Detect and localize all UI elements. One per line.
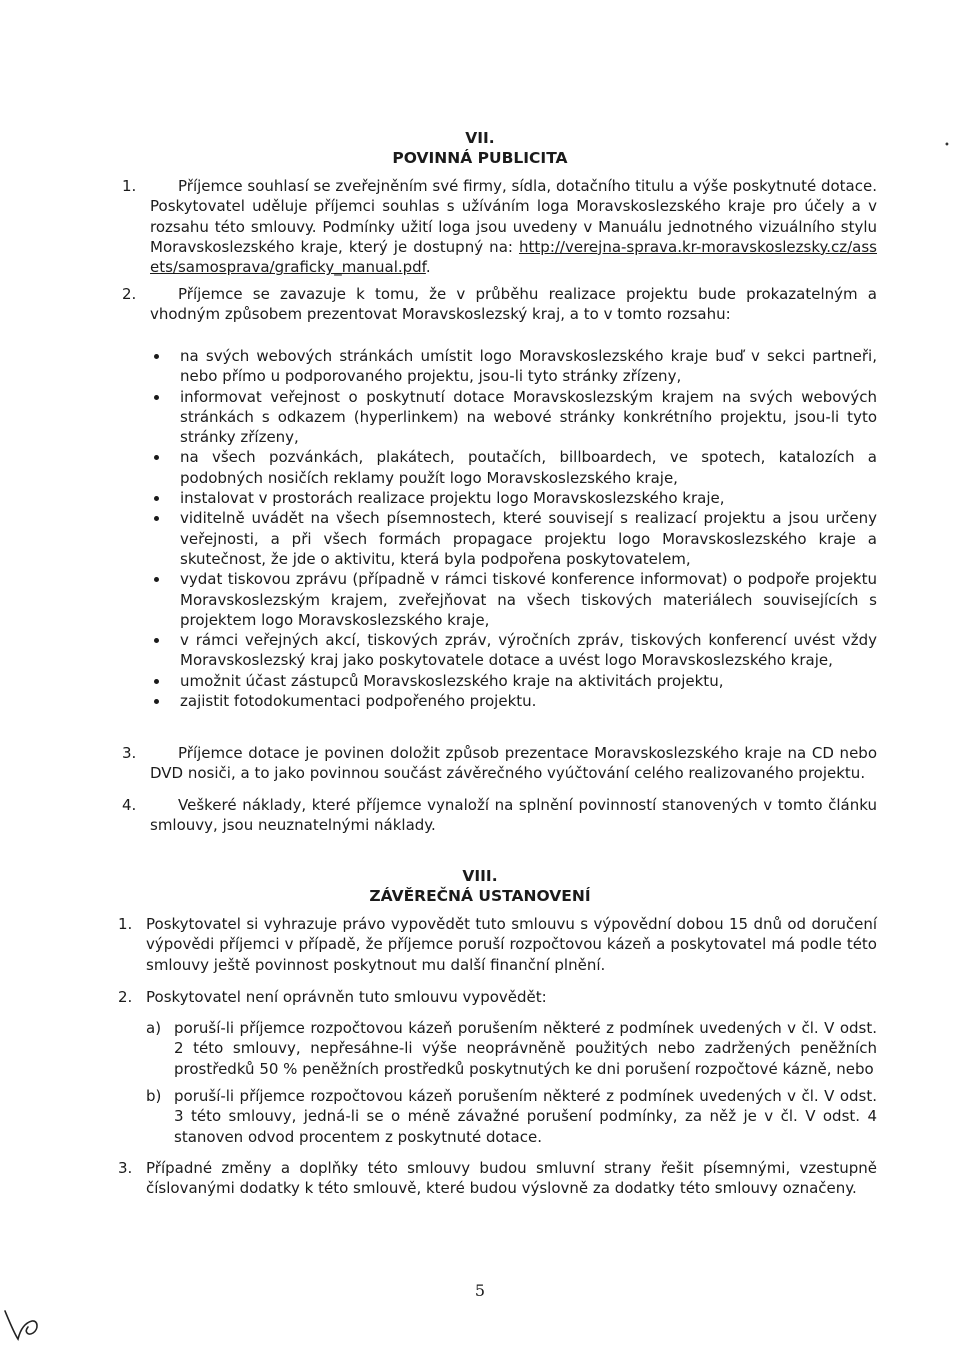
vii-item-1-text bbox=[150, 176, 877, 277]
vii-item-4-text bbox=[150, 795, 877, 836]
graphic-manual-link[interactable]: http://verejna-sprava.kr-moravskoslezsky.cz/assets/samosprava/graficky_manual.pdf bbox=[150, 237, 877, 277]
vii-item-2-number: 2. bbox=[122, 285, 137, 303]
vii-item-4-body: Veškeré náklady, které příjemce vynaloží na splnění povinností stanovených v tomto článku smlouvy, jsou neuznatelnými náklady. bbox=[150, 796, 877, 835]
list-item: umožnit účast zástupců Moravskoslezského kraje na aktivitách projektu, bbox=[150, 671, 877, 691]
list-item: zajistit fotodokumentaci podpořeného projektu. bbox=[150, 691, 877, 711]
viii-item-3-number: 3. bbox=[118, 1159, 133, 1177]
viii-subitem-a-letter: a) bbox=[146, 1019, 162, 1037]
page-number: 5 bbox=[474, 1281, 486, 1300]
viii-item-1-text: Poskytovatel si vyhrazuje právo vypovědět tuto smlouvu s výpovědní dobou 15 dnů od doručení výpovědi příjemci v případě, že příjemce poruší rozpočtovou kázeň a poskytovatel má podle této smlouvy ještě povinnost poskytnout mu další finanční plnění. bbox=[146, 915, 877, 974]
vii-item-3-body: Příjemce dotace je povinen doložit způsob prezentace Moravskoslezského kraje na CD nebo DVD nosiči, a to jako povinnou součást závěrečného vyúčtování celého realizovaného projektu. bbox=[150, 744, 877, 783]
publicity-bullet-list bbox=[150, 346, 877, 711]
section-viii-number: VIII. bbox=[462, 867, 498, 885]
viii-item-3-text: Případné změny a doplňky této smlouvy budou smluvní strany řešit písemnými, vzestupně číslovanými dodatky k této smlouvě, které budou výslovně za dodatky této smlouvy označeny. bbox=[146, 1159, 877, 1198]
scan-dot-mark: • bbox=[944, 140, 950, 151]
viii-item-2-number: 2. bbox=[118, 988, 133, 1006]
viii-subitem-a-text: poruší-li příjemce rozpočtovou kázeň porušením některé z podmínek uvedených v čl. V odst. 2 této smlouvy, nepřesáhne-li výše neoprávněně použitých nebo zadržených peněžních prostředků 50 % peněžních prostředků poskytnutých ke dni porušení rozpočtové kázně, nebo bbox=[174, 1019, 877, 1078]
list-item: v rámci veřejných akcí, tiskových zpráv, výročních zpráv, tiskových konferencí uvést vždy Moravskoslezský kraj jako poskytovatele dotace a uvést logo Moravskoslezského kraje, bbox=[150, 630, 877, 671]
vii-item-1-number: 1. bbox=[122, 177, 137, 195]
list-item: na všech pozvánkách, plakátech, poutačích, billboardech, ve spotech, katalozích a podobných nosičích reklamy použít logo Moravskoslezského kraje, bbox=[150, 447, 877, 488]
vii-item-3-number: 3. bbox=[122, 744, 137, 762]
section-vii-number: VII. bbox=[465, 129, 495, 147]
vii-item-2-text bbox=[150, 284, 877, 325]
list-item: viditelně uvádět na všech písemnostech, které souvisejí s realizací projektu a jsou určeny veřejnosti, a při všech formách propagace projektu logo Moravskoslezského kraje a skutečnost, že jde o aktivitu, která byla podpořena poskytovatelem, bbox=[150, 508, 877, 569]
vii-item-1-end: . bbox=[425, 258, 431, 277]
viii-subitem-b-text: poruší-li příjemce rozpočtovou kázeň porušením některé z podmínek uvedených v čl. V odst. 3 této smlouvy, jedná-li se o méně závažné porušení podmínky, za něž je v čl. V odst. 4 stanoven odvod procentem z poskytnuté dotace. bbox=[174, 1087, 877, 1146]
viii-item-2-text: Poskytovatel není oprávněn tuto smlouvu vypovědět: bbox=[146, 988, 547, 1006]
list-item: vydat tiskovou zprávu (případně v rámci tiskové konference informovat) o podpoře projektu Moravskoslezským krajem, zveřejňovat na všech tiskových materiálech souvisejících s projektem logo Moravskoslezského kraje, bbox=[150, 569, 877, 630]
list-item: na svých webových stránkách umístit logo Moravskoslezského kraje buď v sekci partneři, nebo přímo u podporovaného projektu, jsou-li tyto stránky zřízeny, bbox=[150, 346, 877, 387]
viii-item-1-number: 1. bbox=[118, 915, 133, 933]
viii-subitem-b-letter: b) bbox=[146, 1087, 162, 1105]
vii-item-1-body: Příjemce souhlasí se zveřejněním své firmy, sídla, dotačního titulu a výše poskytnuté dotace. Poskytovatel uděluje příjemci souhlas s užíváním loga Moravskoslezského kraje pro účely a v rozsahu této smlouvy. Podmínky užití loga jsou uvedeny v Manuálu jednotného vizuálního stylu Moravskoslezského kraje, který je dostupný na: bbox=[150, 177, 877, 256]
vii-item-4-number: 4. bbox=[122, 796, 137, 814]
list-item: instalovat v prostorách realizace projektu logo Moravskoslezského kraje, bbox=[150, 488, 877, 508]
handwritten-initials-mark bbox=[2, 1305, 42, 1343]
vii-item-3-text bbox=[150, 743, 877, 784]
vii-item-2-body: Příjemce se zavazuje k tomu, že v průběhu realizace projektu bude prokazatelným a vhodným způsobem prezentovat Moravskoslezský kraj, a to v tomto rozsahu: bbox=[150, 285, 877, 324]
section-vii-title: POVINNÁ PUBLICITA bbox=[392, 149, 568, 167]
list-item: informovat veřejnost o poskytnutí dotace Moravskoslezským krajem na svých webových stránkách s odkazem (hyperlinkem) na webové stránky konkrétního projektu, jsou-li tyto stránky zřízeny, bbox=[150, 387, 877, 448]
section-viii-title: ZÁVĚREČNÁ USTANOVENÍ bbox=[369, 887, 591, 905]
